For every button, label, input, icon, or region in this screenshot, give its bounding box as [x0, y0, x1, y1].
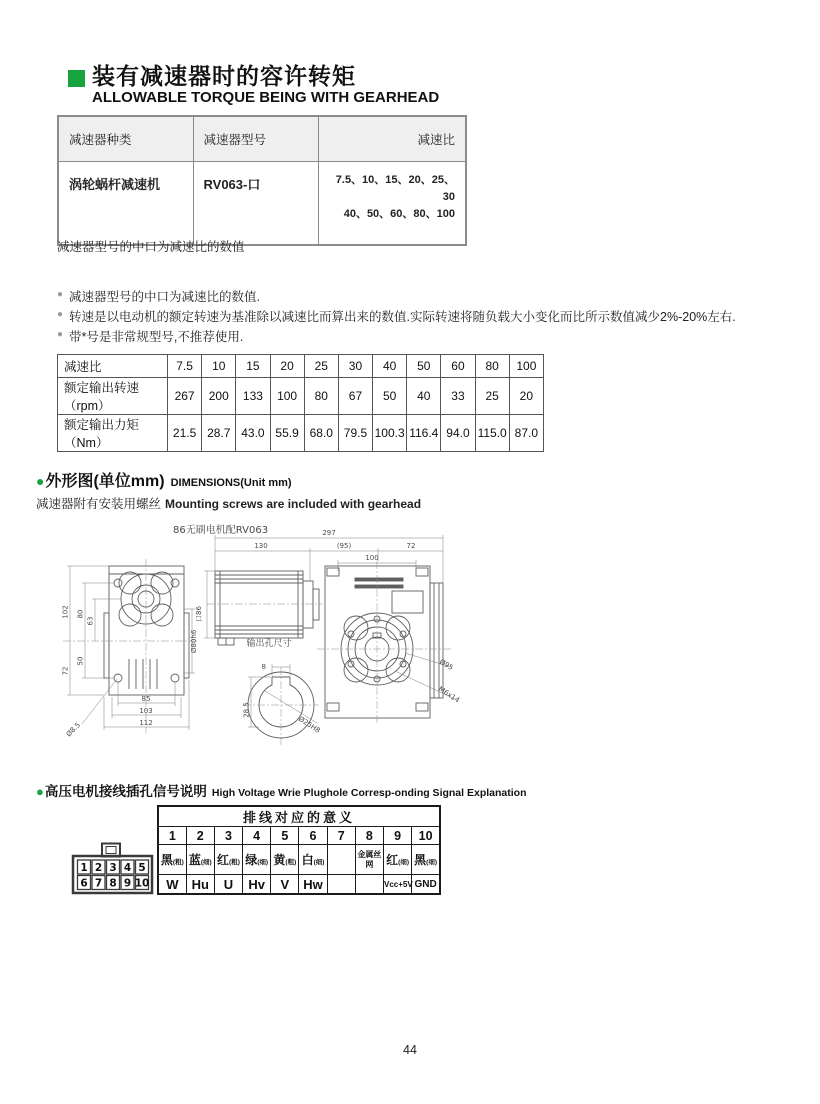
torque-cell: 94.0 — [441, 415, 475, 452]
spec-label-speed: 额定输出转速（rpm） — [58, 378, 168, 415]
signal-cell: Hw — [299, 875, 327, 895]
table-row-ratio — [58, 355, 544, 378]
signal-cell — [327, 875, 355, 895]
wire-color: 白(细) — [299, 845, 327, 875]
wire-color — [327, 845, 355, 875]
ratio-cell: 80 — [475, 355, 509, 378]
pin-num: 2 — [186, 827, 214, 845]
wiring-title-en: High Voltage Wrie Plughole Corresp-onding Signal Explanation — [211, 787, 527, 799]
pin-number: 5 — [138, 862, 146, 874]
front-dim-lines — [67, 566, 195, 730]
dim-spigot: Ø80h6 — [190, 629, 198, 653]
speed-cell: 50 — [373, 378, 407, 415]
torque-cell: 87.0 — [509, 415, 543, 452]
notes-list — [57, 287, 736, 347]
pin-number: 2 — [94, 862, 103, 874]
speed-cell: 100 — [270, 378, 304, 415]
dim-bore: Ø25H8 — [296, 714, 322, 735]
speed-cell: 20 — [509, 378, 543, 415]
bullet-icon: ● — [57, 289, 64, 300]
pin-num: 9 — [384, 827, 412, 845]
gearhead-col-type: 减速器种类 — [58, 116, 193, 162]
pin-number: 4 — [123, 862, 132, 874]
pin-number: 7 — [94, 877, 103, 890]
wire-color: 金属丝网 — [355, 845, 383, 875]
bullet-icon: ● — [57, 329, 64, 340]
pin-num: 6 — [299, 827, 327, 845]
signal-row — [158, 875, 440, 895]
gearhead-table — [57, 115, 467, 246]
ratio-cell: 100 — [509, 355, 543, 378]
gearhead-table-note: 减速器型号的中口为减速比的数值 — [57, 240, 245, 254]
assembly-dim-lines — [204, 535, 455, 723]
pin-table-title: 排线对应的意义 — [158, 806, 440, 827]
dim-screw: M6x14 — [436, 684, 462, 705]
pin-number: 1 — [80, 862, 88, 874]
pin-number: 3 — [109, 862, 117, 874]
gearhead-col-ratio: 减速比 — [318, 116, 466, 162]
dim-depth: 28.5 — [242, 702, 251, 718]
dim-112: 112 — [139, 719, 153, 727]
page-number: 44 — [403, 1043, 417, 1057]
green-square-bullet-icon — [68, 70, 85, 87]
page-title-en: ALLOWABLE TORQUE BEING WITH GEARHEAD — [92, 89, 440, 106]
dimensions-title-cn: 外形图(单位mm) — [45, 473, 165, 490]
pin-number: 10 — [134, 877, 150, 890]
connector-plug-icon — [71, 842, 155, 896]
torque-cell: 68.0 — [304, 415, 338, 452]
ratio-cell: 7.5 — [168, 355, 202, 378]
motor-side-view — [215, 571, 319, 645]
dim-square-86: 口86 — [195, 606, 203, 622]
pin-number: 6 — [80, 877, 88, 890]
pin-num: 1 — [158, 827, 186, 845]
pin-num: 4 — [243, 827, 271, 845]
pin-number-row — [158, 827, 440, 845]
assembly-dim-labels — [195, 529, 461, 705]
ratio-cell: 20 — [270, 355, 304, 378]
gearhead-ratio-value — [318, 162, 466, 246]
dim-hole: Ø8.5 — [64, 720, 83, 739]
front-view — [104, 566, 189, 695]
green-dot-icon: ● — [36, 473, 45, 489]
page-title-cn: 装有减速器时的容许转矩 — [92, 63, 356, 89]
wire-color: 黑(粗) — [158, 845, 186, 875]
pin-table-title-row — [158, 806, 440, 827]
pin-num: 8 — [355, 827, 383, 845]
dim-key-width: 8 — [261, 663, 266, 671]
dimensions-section-header — [36, 468, 292, 491]
dimensions-title-en: DIMENSIONS(Unit mm) — [170, 477, 292, 489]
spec-label-ratio: 减速比 — [58, 355, 168, 378]
dim-85: 85 — [141, 695, 151, 703]
speed-cell: 67 — [338, 378, 372, 415]
torque-cell: 115.0 — [475, 415, 509, 452]
dim-130: 130 — [254, 542, 268, 550]
torque-cell: 116.4 — [407, 415, 441, 452]
dimensions-subtitle-en: Mounting screws are included with gearhead — [165, 497, 422, 511]
pin-number: 9 — [123, 877, 132, 890]
signal-cell: Hv — [243, 875, 271, 895]
ratio-cell: 25 — [304, 355, 338, 378]
dim-102: 102 — [61, 605, 70, 619]
signal-cell — [355, 875, 383, 895]
signal-cell: Hu — [186, 875, 214, 895]
signal-cell: W — [158, 875, 186, 895]
dim-63: 63 — [86, 616, 95, 626]
wire-color: 黑(细) — [412, 845, 440, 875]
bullet-icon: ● — [57, 309, 64, 320]
gearhead-type-value: 涡轮蜗杆减速机 — [58, 162, 193, 246]
spec-label-torque: 额定输出力矩（Nm） — [58, 415, 168, 452]
note-text: 转速是以电动机的额定转速为基准除以减速比而算出来的数值.实际转速将随负载大小变化而比所示数值减少2%-20%左右. — [69, 310, 736, 324]
table-row-torque — [58, 415, 544, 452]
table-row-speed — [58, 378, 544, 415]
pin-num: 5 — [271, 827, 299, 845]
speed-cell: 40 — [407, 378, 441, 415]
signal-cell: U — [214, 875, 242, 895]
table-row — [58, 162, 466, 246]
list-item — [57, 287, 736, 307]
dimensions-subtitle — [36, 494, 421, 512]
torque-cell: 28.7 — [202, 415, 236, 452]
speed-cell: 200 — [202, 378, 236, 415]
dimension-drawing — [55, 521, 525, 755]
wire-color: 蓝(细) — [186, 845, 214, 875]
spec-table — [57, 354, 544, 452]
dim-72: 72 — [61, 666, 70, 676]
dim-103: 103 — [139, 707, 153, 715]
ratio-cell: 40 — [373, 355, 407, 378]
front-dim-labels — [62, 605, 199, 738]
note-text: 带*号是非常规型号,不推荐使用. — [69, 330, 244, 344]
note-text: 减速器型号的中口为减速比的数值. — [69, 290, 261, 304]
pin-num: 3 — [214, 827, 242, 845]
dimensions-subtitle-cn: 减速器附有安装用螺丝 — [36, 497, 162, 511]
drawing-title: 86无刷电机配RV063 — [173, 525, 269, 536]
dim-95: (95) — [336, 542, 352, 550]
green-dot-icon: ● — [36, 784, 44, 799]
wiring-section-header — [36, 780, 527, 800]
wiring-title-cn: 高压电机接线插孔信号说明 — [44, 784, 207, 799]
signal-cell: GND — [412, 875, 440, 895]
list-item — [57, 307, 736, 327]
wire-color: 红(细) — [384, 845, 412, 875]
torque-cell: 55.9 — [270, 415, 304, 452]
speed-cell: 267 — [168, 378, 202, 415]
signal-cell: V — [271, 875, 299, 895]
list-item — [57, 327, 736, 347]
ratio-cell: 30 — [338, 355, 372, 378]
output-hole-view — [243, 637, 322, 745]
dim-80: 80 — [76, 609, 85, 619]
wire-color-row — [158, 845, 440, 875]
ratio-line-2: 40、50、60、80、100 — [343, 208, 455, 221]
ratio-cell: 10 — [202, 355, 236, 378]
pin-num: 10 — [412, 827, 440, 845]
torque-cell: 100.3 — [373, 415, 407, 452]
speed-cell: 133 — [236, 378, 270, 415]
wire-color: 黄(粗) — [271, 845, 299, 875]
torque-cell: 79.5 — [338, 415, 372, 452]
pin-signal-table — [157, 805, 441, 895]
dim-100: 100 — [365, 554, 379, 562]
gearhead-model-value: RV063-口 — [193, 162, 318, 246]
signal-cell: Vcc+5V — [384, 875, 412, 895]
dim-297: 297 — [322, 529, 336, 537]
output-hole-title: 输出孔尺寸 — [246, 639, 292, 649]
front-centerlines — [63, 559, 197, 733]
gearbox-rear-view — [325, 566, 443, 718]
speed-cell: 80 — [304, 378, 338, 415]
dim-72-rear: 72 — [406, 542, 416, 550]
torque-cell: 43.0 — [236, 415, 270, 452]
wire-color: 红(粗) — [214, 845, 242, 875]
wire-color: 绿(细) — [243, 845, 271, 875]
ratio-cell: 60 — [441, 355, 475, 378]
pin-number: 8 — [109, 877, 117, 890]
ratio-line-1: 7.5、10、15、20、25、30 — [335, 174, 455, 204]
dim-flange-dia: Ø95 — [438, 657, 455, 672]
speed-cell: 33 — [441, 378, 475, 415]
gearhead-col-model: 减速器型号 — [193, 116, 318, 162]
ratio-cell: 50 — [407, 355, 441, 378]
torque-cell: 21.5 — [168, 415, 202, 452]
pin-num: 7 — [327, 827, 355, 845]
dim-50: 50 — [76, 656, 85, 666]
speed-cell: 25 — [475, 378, 509, 415]
ratio-cell: 15 — [236, 355, 270, 378]
